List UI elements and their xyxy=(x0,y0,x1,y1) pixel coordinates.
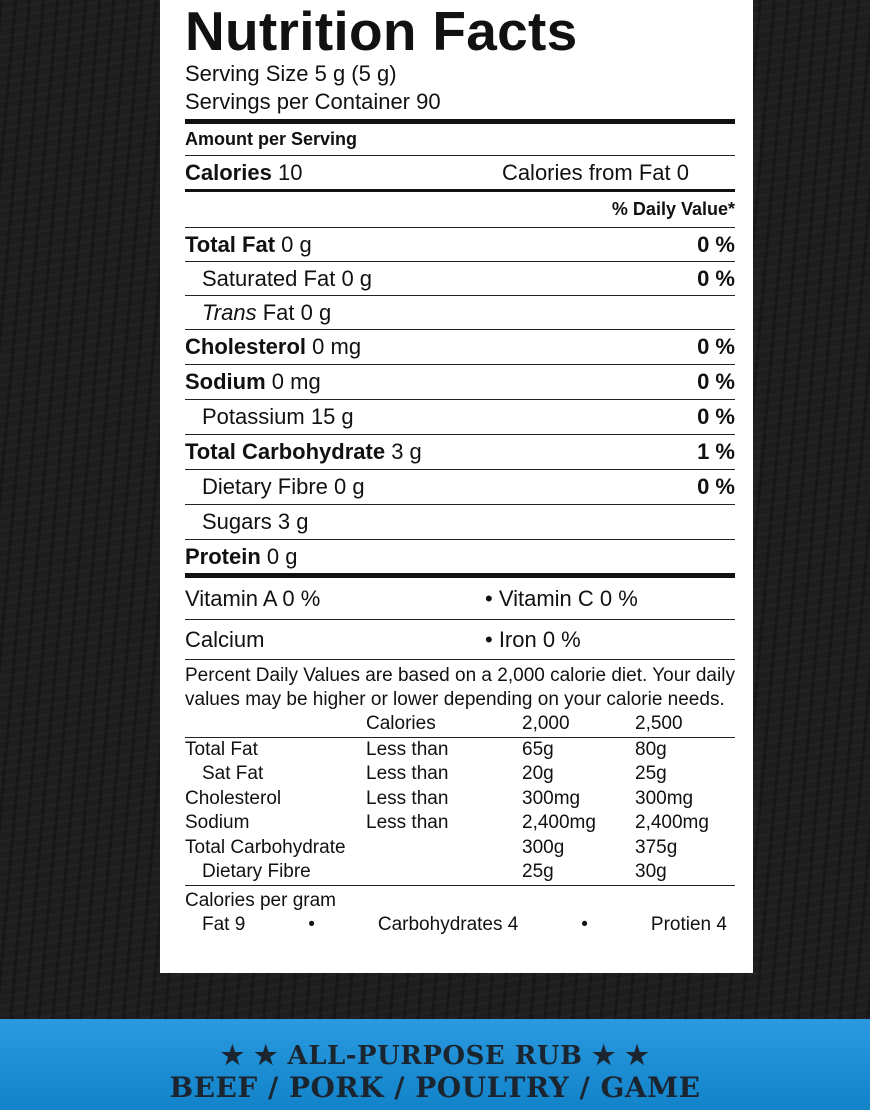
calories-label: Calories xyxy=(185,159,272,185)
ref-table-row: Total Carbohydrate 300g 375g xyxy=(185,836,678,858)
vitamin-row xyxy=(185,578,735,620)
serving-size: Serving Size 5 g (5 g) xyxy=(185,61,397,86)
per-gram-fat: Fat 9 xyxy=(202,913,246,935)
nutrient-row-trans-fat: Trans Fat 0 g xyxy=(185,296,735,330)
product-banner xyxy=(0,1019,870,1110)
ref-table-row: Dietary Fibre 25g 30g xyxy=(185,860,735,885)
per-gram-protein: Protien 4 xyxy=(650,913,727,935)
bullet-separator: • xyxy=(581,913,588,935)
nutrient-row-cholesterol: Cholesterol 0 mg 0 % xyxy=(185,330,735,365)
per-gram-carbs: Carbohydrates 4 xyxy=(377,913,519,935)
nutrient-row-potassium: Potassium 15 g 0 % xyxy=(185,400,735,435)
vitamin-a: Vitamin A 0 % xyxy=(185,585,321,611)
nutrient-list xyxy=(185,228,735,578)
nutrient-row-total-fat: Total Fat 0 g 0 % xyxy=(185,228,735,262)
calories-per-gram: Calories per gram xyxy=(185,889,336,911)
iron: • Iron 0 % xyxy=(485,626,581,652)
calcium: Calcium xyxy=(185,626,265,652)
servings-per-container: Servings per Container 90 xyxy=(185,88,735,124)
ref-table-row: Total Fat Less than 65g 80g xyxy=(185,738,667,760)
daily-value-reference-table xyxy=(185,712,735,886)
nutrient-row-dietary-fibre: Dietary Fibre 0 g 0 % xyxy=(185,470,735,505)
bullet-separator: • xyxy=(308,913,315,935)
nutrient-row-saturated-fat: Saturated Fat 0 g 0 % xyxy=(185,262,735,296)
calories-row xyxy=(185,156,735,192)
nutrition-facts-panel xyxy=(160,0,753,973)
banner-line-2: BEEF / PORK / POULTRY / GAME xyxy=(169,1071,701,1104)
nutrient-row-total-carbohydrate: Total Carbohydrate 3 g 1 % xyxy=(185,435,735,470)
vitamin-c: • Vitamin C 0 % xyxy=(485,585,638,611)
calories-from-fat: Calories from Fat 0 xyxy=(501,159,689,185)
panel-title: Nutrition Facts xyxy=(185,0,578,62)
ref-table-row: Cholesterol Less than 300mg 300mg xyxy=(185,787,694,809)
ref-table-row: Sat Fat Less than 20g 25g xyxy=(202,763,667,784)
amount-per-serving: Amount per Serving xyxy=(185,124,735,156)
nutrient-row-sodium: Sodium 0 mg 0 % xyxy=(185,365,735,400)
mineral-row xyxy=(185,620,735,660)
ref-table-row: Sodium Less than 2,400mg 2,400mg xyxy=(185,812,709,833)
calories-per-gram-values xyxy=(185,913,735,937)
footnote: Percent Daily Values are based on a 2,000 calorie diet. Your daily values may be higher or lower depending on your calorie needs. xyxy=(185,665,735,710)
daily-value-header: % Daily Value* xyxy=(185,192,735,228)
banner-line-1: ★ ★ ALL-PURPOSE RUB ★ ★ xyxy=(220,1041,650,1071)
nutrient-row-protein: Protein 0 g xyxy=(185,540,735,578)
nutrient-row-sugars: Sugars 3 g xyxy=(185,505,735,540)
calories-value: 10 xyxy=(277,159,303,185)
ref-table-header: Calories 2,000 2,500 xyxy=(185,712,735,737)
